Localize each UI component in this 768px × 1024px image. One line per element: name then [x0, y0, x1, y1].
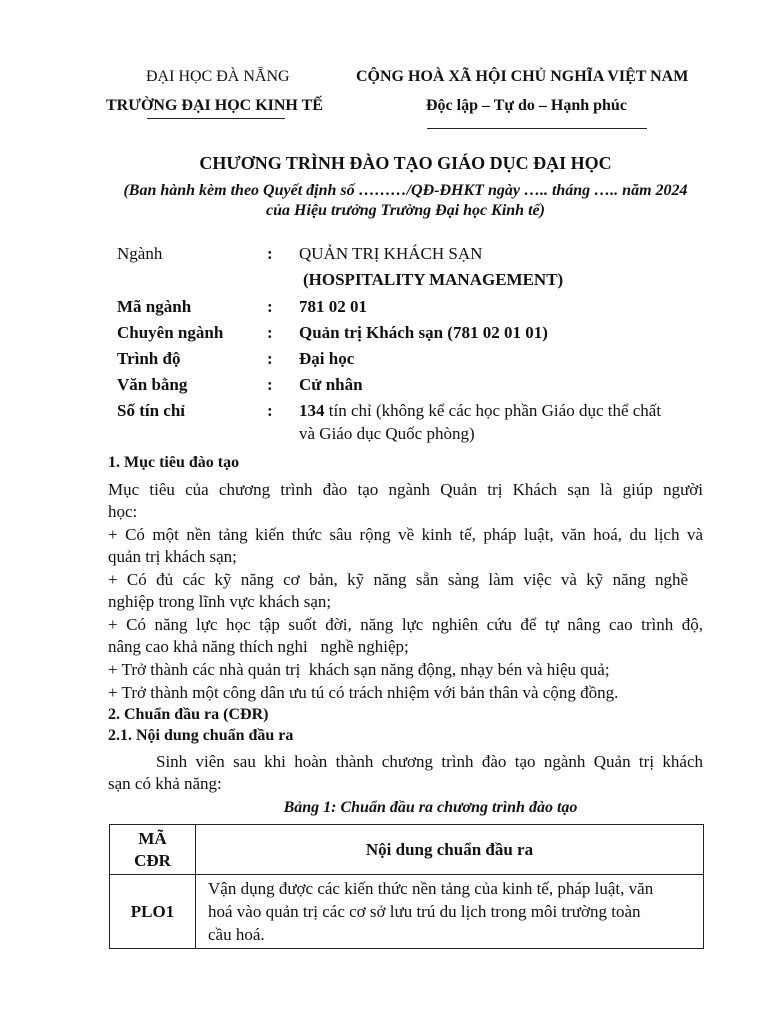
credits-number: 134 [299, 401, 325, 420]
table-cell-line: Vận dụng được các kiến thức nền tảng của kinh tế, pháp luật, văn [208, 879, 654, 898]
info-label-major-code: Mã ngành [117, 297, 192, 316]
table-header-row [110, 825, 704, 875]
info-label-major: Ngành [117, 244, 163, 263]
table-caption: Bảng 1: Chuẩn đầu ra chương trình đào tạo [283, 799, 578, 816]
motto: Độc lập – Tự do – Hạnh phúc [426, 97, 627, 114]
section-heading-objectives: 1. Mục tiêu đào tạo [108, 454, 240, 471]
document-subtitle-line2: của Hiệu trưởng Trường Đại học Kinh tế) [266, 202, 545, 219]
table-header-code [110, 825, 196, 875]
table-cell-line: hoá vào quản trị các cơ sở lưu trú du lịch trong môi trường toàn [208, 902, 641, 921]
info-label-degree: Văn bằng [117, 375, 188, 394]
country-name: CỘNG HOÀ XÃ HỘI CHỦ NGHĨA VIỆT NAM [356, 68, 689, 85]
info-value-credits [299, 401, 661, 421]
info-colon: : [267, 297, 273, 316]
info-value-credits-line2: và Giáo dục Quốc phòng) [299, 424, 475, 443]
motto-underline [427, 128, 647, 129]
outcomes-table [109, 824, 704, 949]
info-label-level: Trình độ [117, 349, 181, 368]
info-colon: : [267, 375, 273, 394]
document-title: CHƯƠNG TRÌNH ĐÀO TẠO GIÁO DỤC ĐẠI HỌC [199, 153, 612, 173]
table-row [110, 875, 704, 949]
subsection-heading-outcome-content: 2.1. Nội dung chuẩn đầu ra [108, 727, 294, 744]
credits-note: tín chỉ (không kể các học phần Giáo dục thể chất [324, 401, 662, 420]
info-colon: : [267, 244, 273, 263]
objectives-intro-line2: học: [108, 502, 138, 521]
table-header-content: Nội dung chuẩn đầu ra [196, 825, 704, 875]
info-colon: : [267, 401, 273, 420]
objective-item-5: + Trở thành một công dân ưu tú có trách nhiệm với bản thân và cộng đồng. [108, 683, 619, 702]
info-value-level: Đại học [299, 349, 355, 368]
school-underline [147, 118, 285, 119]
objective-item-1-line2: quản trị khách sạn; [108, 547, 237, 566]
info-label-credits: Số tín chỉ [117, 401, 186, 420]
table-cell-line: cầu hoá. [208, 925, 265, 944]
document-subtitle-line1: (Ban hành kèm theo Quyết định số ………/QĐ-ĐHKT ngày ….. tháng ….. năm 2024 [123, 182, 688, 199]
table-header-code-line2: CĐR [134, 850, 171, 870]
objective-item-3-line1: + Có năng lực học tập suốt đời, năng lực nghiên cứu để tự nâng cao trình độ, [108, 615, 703, 634]
info-value-major: QUẢN TRỊ KHÁCH SẠN [299, 244, 483, 263]
university-name: ĐẠI HỌC ĐÀ NẴNG [146, 68, 290, 85]
objective-item-4: + Trở thành các nhà quản trị khách sạn năng động, nhạy bén và hiệu quả; [108, 660, 610, 679]
info-value-major-code: 781 02 01 [299, 297, 367, 316]
objectives-intro-line1: Mục tiêu của chương trình đào tạo ngành Quản trị Khách sạn là giúp người [108, 480, 703, 499]
objective-item-1-line1: + Có một nền tảng kiến thức sâu rộng về kinh tế, pháp luật, văn hoá, du lịch và [108, 525, 703, 544]
info-value-specialization: Quản trị Khách sạn (781 02 01 01) [299, 323, 548, 342]
table-cell-code: PLO1 [110, 875, 196, 949]
outcomes-para-line1: Sinh viên sau khi hoàn thành chương trình đào tạo ngành Quản trị khách [156, 752, 703, 771]
table-cell-content [196, 875, 704, 949]
objective-item-2-line2: nghiệp trong lĩnh vực khách sạn; [108, 592, 332, 611]
info-colon: : [267, 323, 273, 342]
objective-item-2-line1: + Có đủ các kỹ năng cơ bản, kỹ năng sẵn sàng làm việc và kỹ năng nghề [108, 570, 688, 589]
objective-item-3-line2: nâng cao khả năng thích nghi nghề nghiệp; [108, 637, 409, 656]
info-label-specialization: Chuyên ngành [117, 323, 224, 342]
info-colon: : [267, 349, 273, 368]
school-name: TRƯỜNG ĐẠI HỌC KINH TẾ [106, 97, 323, 114]
table-header-code-line1: MÃ [138, 828, 167, 848]
info-value-major-english: (HOSPITALITY MANAGEMENT) [303, 270, 564, 289]
info-value-degree: Cử nhân [299, 375, 363, 394]
section-heading-outcomes: 2. Chuẩn đầu ra (CĐR) [108, 706, 269, 723]
outcomes-para-line2: sạn có khả năng: [108, 774, 222, 793]
